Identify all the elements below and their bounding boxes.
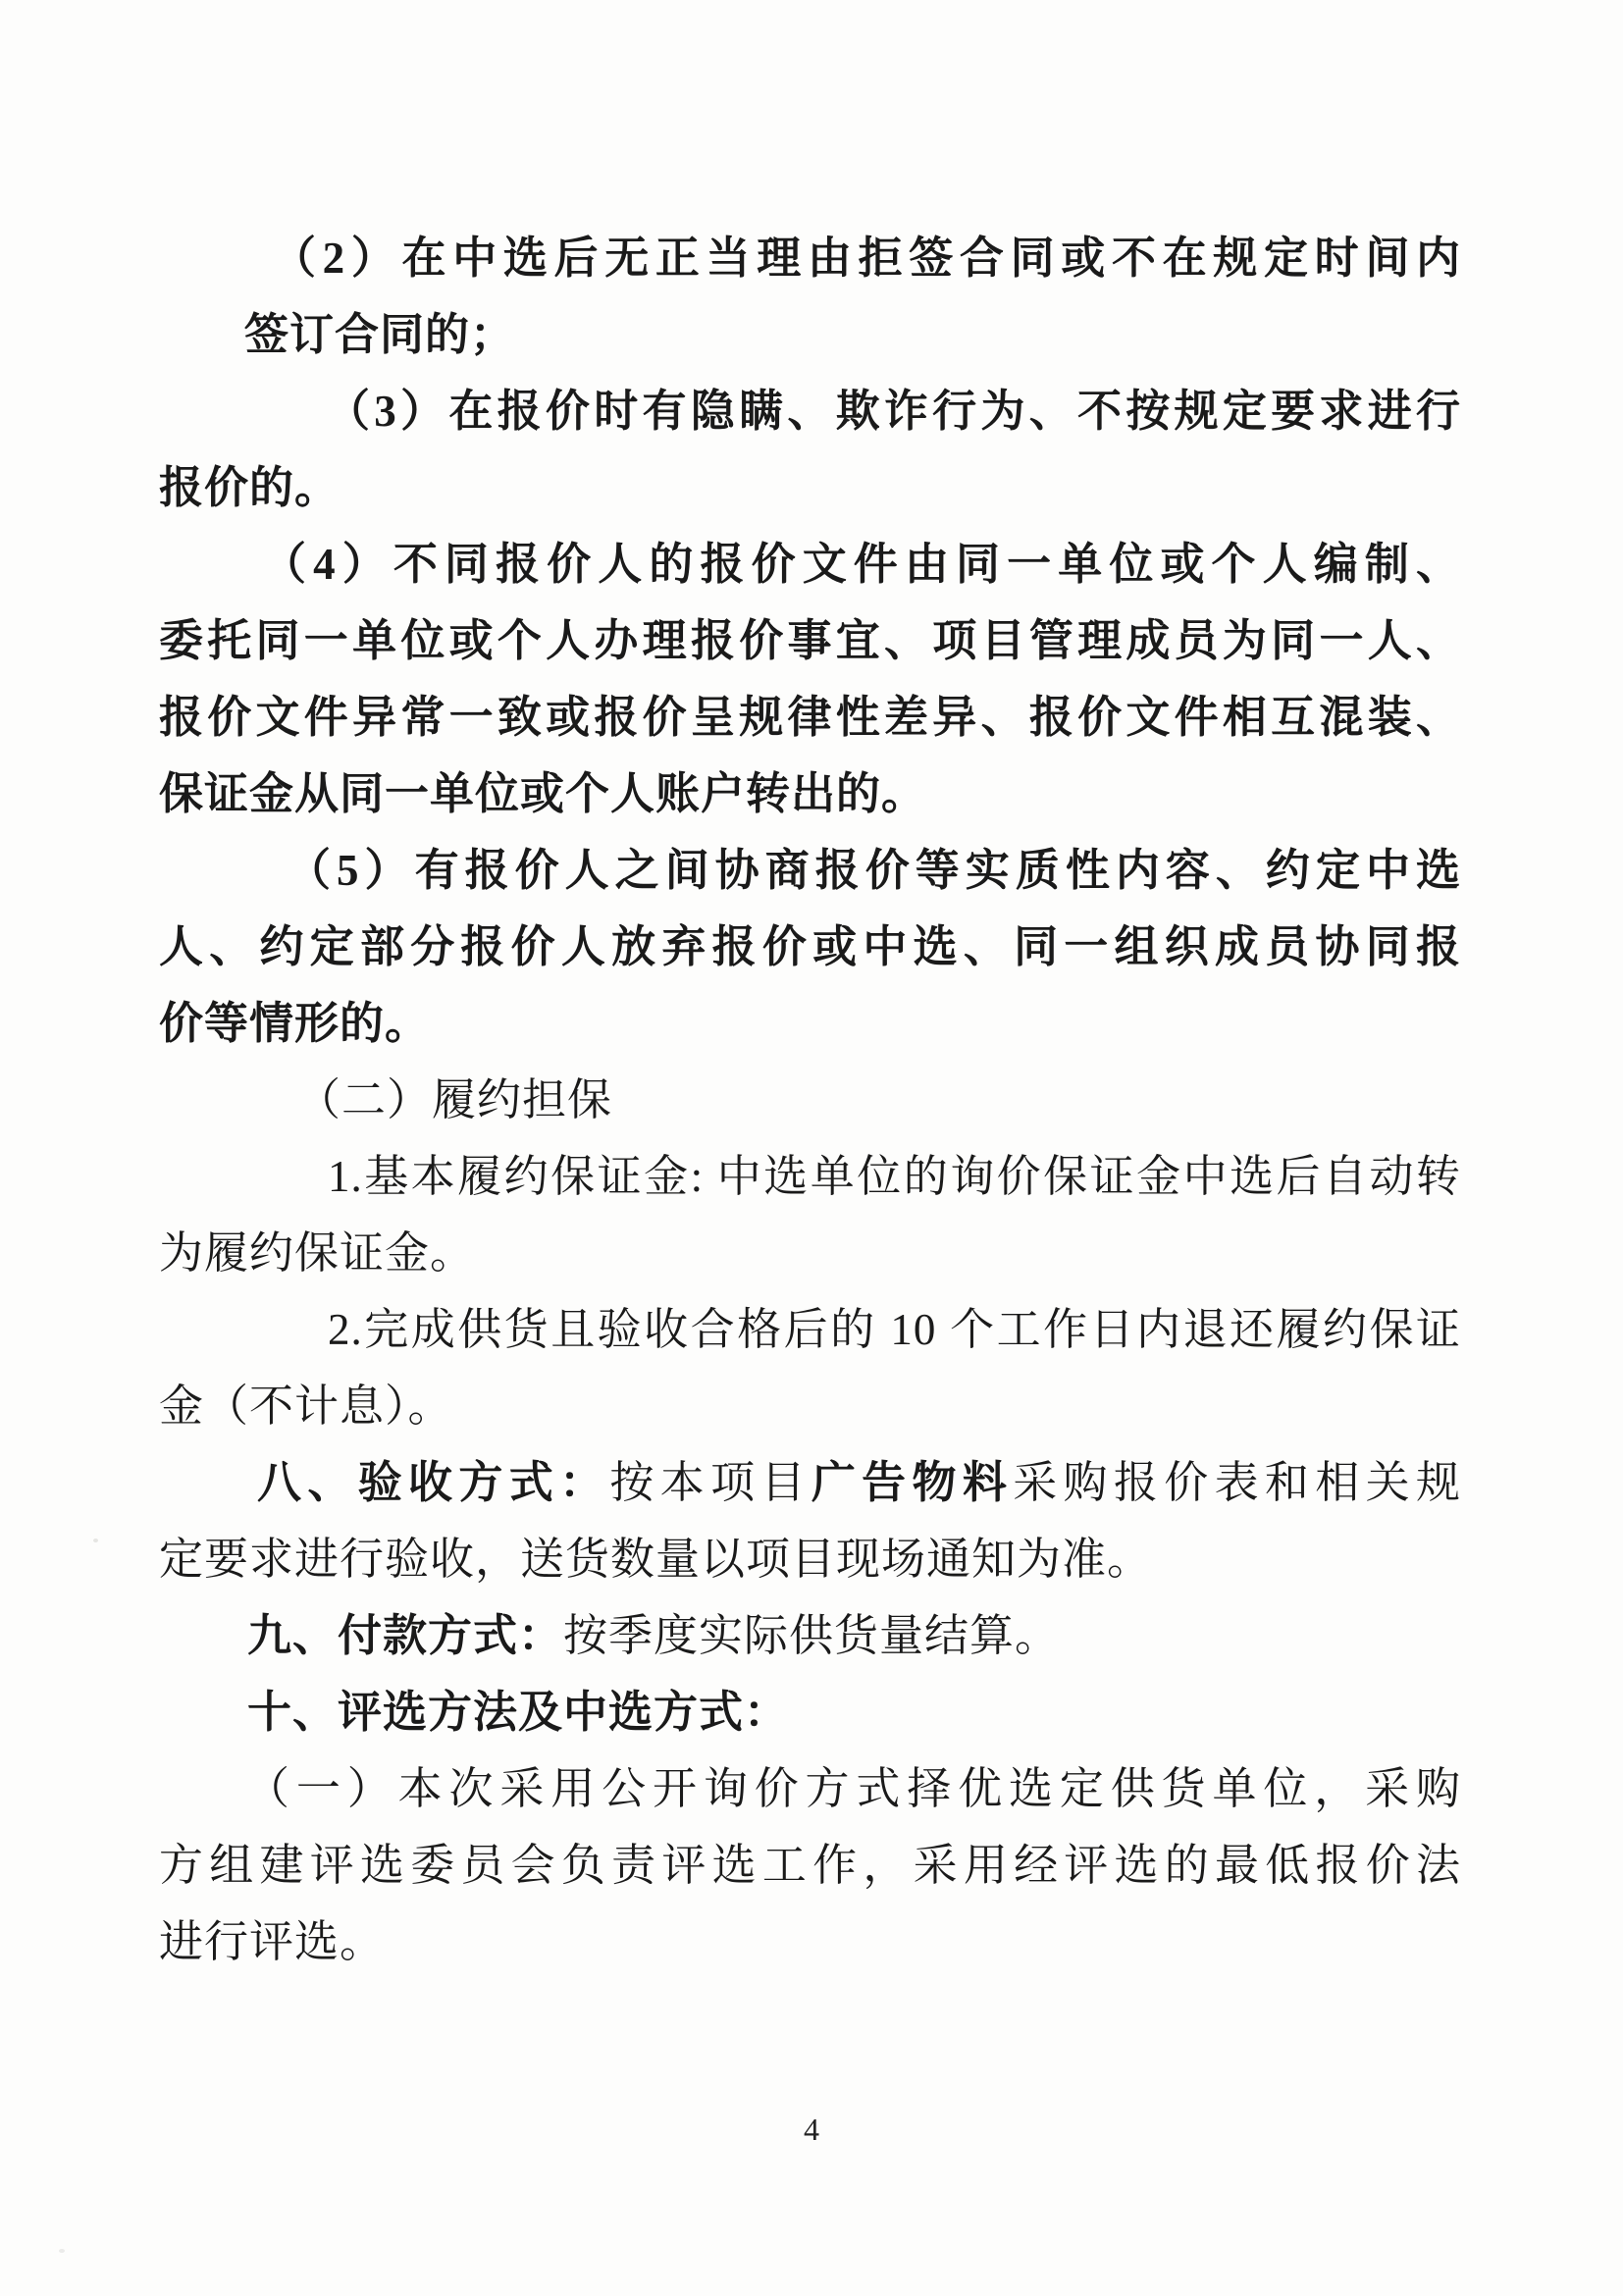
text-segment: （一）本次采用公开询价方式择优选定供货单位，采购 — [245, 1764, 1461, 1813]
scan-speck — [59, 2249, 65, 2253]
text-segment: 为履约保证金。 — [159, 1228, 476, 1278]
text-line — [159, 832, 1461, 909]
text-line — [159, 1215, 1461, 1291]
text-line — [159, 449, 1461, 526]
text-line — [159, 1291, 1461, 1368]
document-body — [159, 220, 1461, 1980]
text-line — [159, 1750, 1461, 1827]
bold-text-segment: （4）不同报价人的报价文件由同一单位或个人编制、 — [262, 540, 1461, 589]
bold-text-segment: 八、验收方式： — [257, 1458, 610, 1507]
text-segment: 按季度实际供货量结算。 — [563, 1611, 1061, 1660]
text-line — [159, 602, 1461, 679]
bold-text-segment: 委托同一单位或个人办理报价事宜、项目管理成员为同一人、 — [159, 616, 1461, 665]
text-segment: 方组建评选委员会负责评选工作，采用经评选的最低报价法 — [159, 1841, 1461, 1890]
scan-speck — [93, 1539, 98, 1542]
text-line — [159, 1062, 1461, 1138]
text-line — [159, 220, 1461, 296]
text-segment: 按本项目 — [609, 1458, 812, 1507]
bold-text-segment: 九、付款方式： — [247, 1611, 564, 1660]
bold-text-segment: 十、评选方法及中选方式： — [247, 1688, 790, 1737]
bold-text-segment: 广告物料 — [811, 1458, 1014, 1507]
text-segment: 1.基本履约保证金: 中选单位的询价保证金中选后自动转 — [328, 1152, 1461, 1201]
bold-text-segment: 人、约定部分报价人放弃报价或中选、同一组织成员协同报 — [159, 922, 1461, 971]
bold-text-segment: （2）在中选后无正当理由拒签合同或不在规定时间内 — [272, 234, 1461, 283]
text-line — [159, 679, 1461, 756]
text-line — [159, 1138, 1461, 1215]
text-line — [159, 1827, 1461, 1904]
text-line — [159, 909, 1461, 985]
bold-text-segment: 保证金从同一单位或个人账户转出的。 — [159, 769, 927, 818]
bold-text-segment: 价等情形的。 — [159, 999, 431, 1048]
bold-text-segment: （5）有报价人之间协商报价等实质性内容、约定中选 — [287, 846, 1461, 895]
text-segment: 金（不计息）。 — [159, 1382, 453, 1431]
bold-text-segment: 签订合同的； — [244, 310, 516, 359]
text-line — [159, 1904, 1461, 1980]
text-line — [159, 985, 1461, 1062]
text-line — [159, 296, 1461, 373]
text-line — [159, 756, 1461, 832]
text-segment: 定要求进行验收，送货数量以项目现场通知为准。 — [159, 1535, 1153, 1584]
text-line — [159, 1521, 1461, 1597]
text-line — [159, 1444, 1461, 1521]
bold-text-segment: 报价文件异常一致或报价呈规律性差异、报价文件相互混装、 — [159, 693, 1461, 742]
bold-text-segment: （3）在报价时有隐瞒、欺诈行为、不按规定要求进行 — [326, 387, 1461, 436]
text-segment: 2.完成供货且验收合格后的 10 个工作日内退还履约保证 — [328, 1305, 1461, 1354]
page-number: 4 — [804, 2112, 819, 2147]
text-segment: （二）履约担保 — [296, 1075, 613, 1124]
text-line — [159, 1368, 1461, 1444]
text-line — [159, 526, 1461, 602]
text-segment: 采购报价表和相关规 — [1013, 1458, 1461, 1507]
text-line — [159, 1597, 1461, 1674]
bold-text-segment: 报价的。 — [159, 463, 340, 512]
text-line — [159, 373, 1461, 449]
text-line — [159, 1674, 1461, 1750]
text-segment: 进行评选。 — [159, 1917, 386, 1966]
